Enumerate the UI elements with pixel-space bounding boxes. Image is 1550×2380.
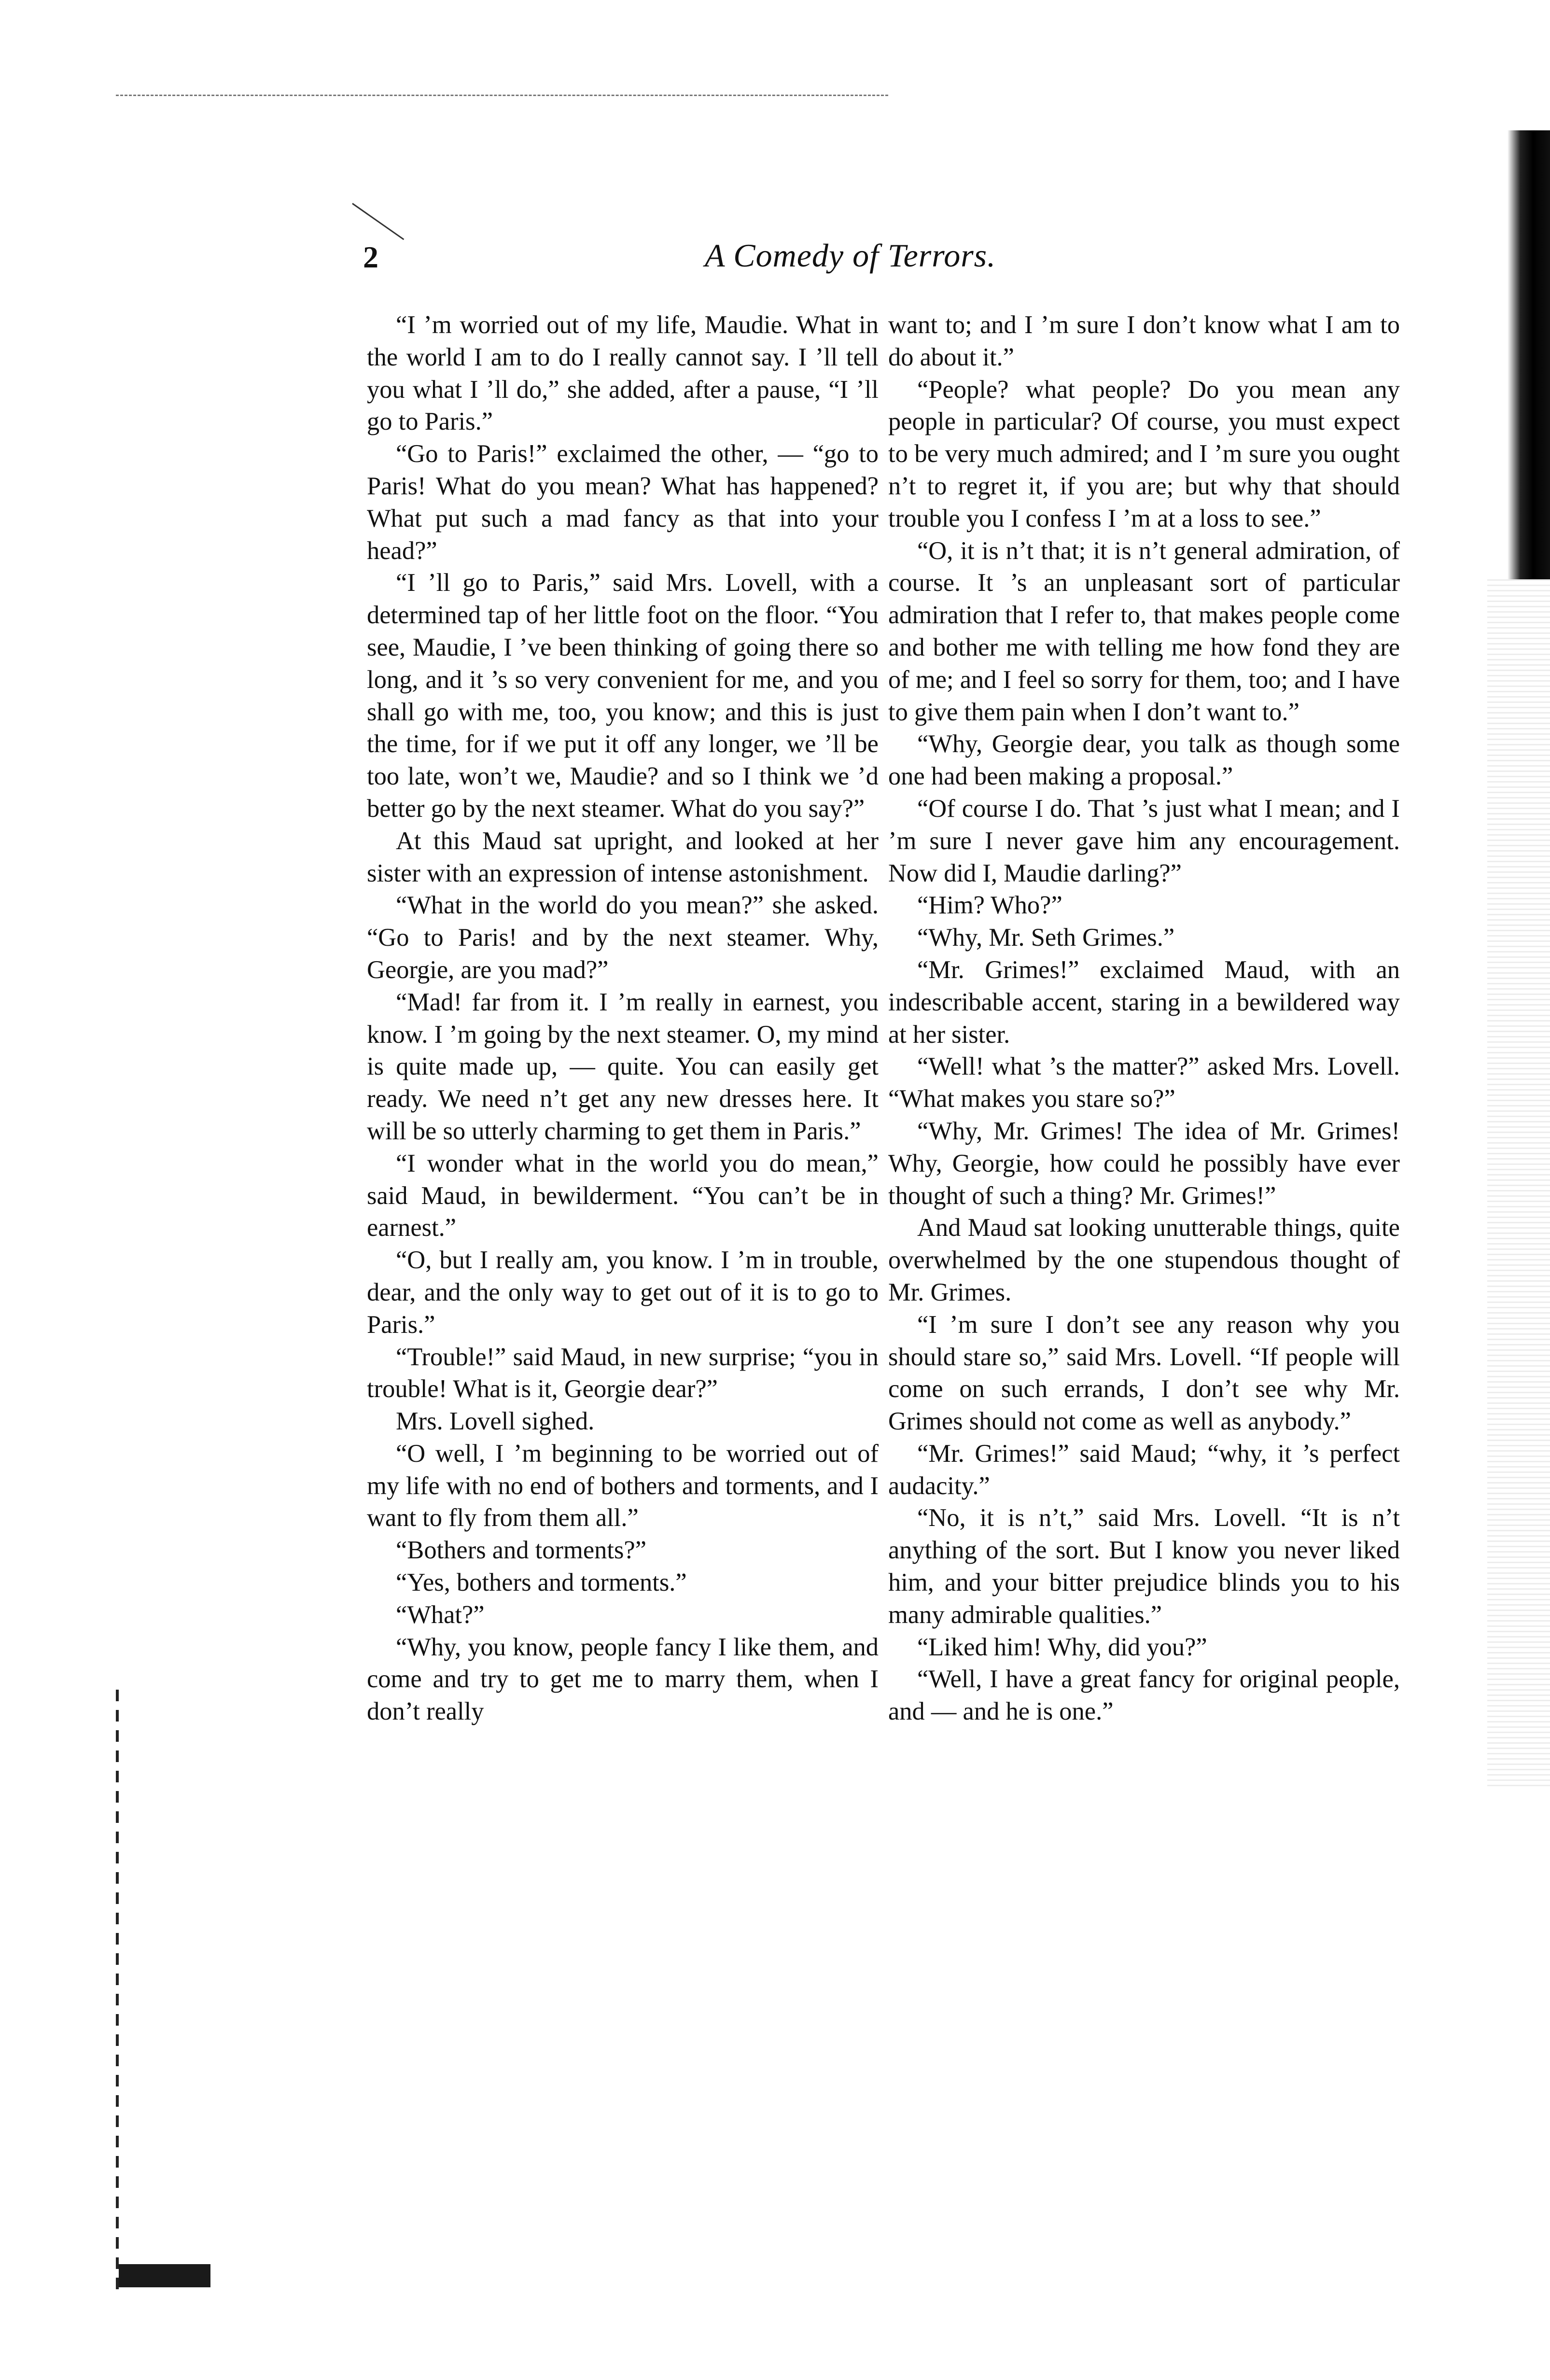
paragraph: “Liked him! Why, did you?”: [917, 1633, 1207, 1661]
scan-artifact-left-bar: [116, 1690, 119, 2293]
right-text-column: [888, 309, 1400, 1728]
scan-artifact-left-foot: [119, 2264, 210, 2287]
paragraph: “Mr. Grimes!” exclaimed Maud, with an indescribable accent, staring in a bewildered way at her sister.: [888, 955, 1400, 1049]
scan-artifact-corner-mark: [352, 203, 404, 240]
paragraph: “People? what people? Do you mean any people in particular? Of course, you must expect to be very much admired; and I ’m sure you ought n’t to regret it, if you are; but why that should trouble you I confess I ’m at a loss to see.”: [888, 375, 1400, 532]
paragraph: “I wonder what in the world you do mean,” said Maud, in bewilderment. “You can’t be in earnest.”: [367, 1149, 879, 1242]
paragraph: “O well, I ’m beginning to be worried out of my life with no end of bothers and torments, and I want to fly from them all.”: [367, 1439, 879, 1532]
paragraph: “I ’m sure I don’t see any reason why you should stare so,” said Mrs. Lovell. “If people will come on such errands, I don’t see why Mr. Grimes should not come as well as anybody.”: [888, 1310, 1400, 1436]
paragraph: “Why, Georgie dear, you talk as though some one had been making a proposal.”: [888, 730, 1400, 791]
paragraph: “O, but I really am, you know. I ’m in trouble, dear, and the only way to get out of it is to go to Paris.”: [367, 1246, 879, 1339]
paragraph: “What in the world do you mean?” she asked. “Go to Paris! and by the next steamer. Why, Georgie, are you mad?”: [367, 891, 879, 984]
paragraph: “I ’m worried out of my life, Maudie. What in the world I am to do I really cannot say. I ’ll tell you what I ’ll do,” she added, after a pause, “I ’ll go to Paris.”: [367, 311, 879, 436]
paragraph: “Why, Mr. Seth Grimes.”: [917, 924, 1175, 952]
paragraph: “Well, I have a great fancy for original people, and — and he is one.”: [888, 1665, 1400, 1726]
paragraph: And Maud sat looking unutterable things, quite overwhelmed by the one stupendous thought of Mr. Grimes.: [888, 1214, 1400, 1306]
paragraph: “Why, you know, people fancy I like them, and come and try to get me to marry them, when I don’t really: [367, 1633, 879, 1726]
paragraph: “Mad! far from it. I ’m really in earnest, you know. I ’m going by the next steamer. O, my mind is quite made up, — quite. You can easily get ready. We need n’t get any new dresses here. It will be so utterly charming to get them in Paris.”: [367, 988, 879, 1145]
paragraph: “Trouble!” said Maud, in new surprise; “you in trouble! What is it, Georgie dear?”: [367, 1343, 879, 1403]
paragraph: “Why, Mr. Grimes! The idea of Mr. Grimes! Why, Georgie, how could he possibly have ever thought of such a thing? Mr. Grimes!”: [888, 1117, 1400, 1210]
paragraph: “Bothers and torments?”: [396, 1536, 647, 1565]
paragraph: “What?”: [396, 1600, 485, 1629]
left-text-column: [367, 309, 879, 1728]
scan-artifact-right-edge: [1508, 130, 1550, 579]
paragraph: “Of course I do. That ’s just what I mean; and I ’m sure I never gave him any encouragement. Now did I, Maudie darling?”: [888, 794, 1400, 887]
paragraph: At this Maud sat upright, and looked at her sister with an expression of intense astonishment.: [367, 826, 879, 887]
paragraph: “Well! what ’s the matter?” asked Mrs. Lovell. “What makes you stare so?”: [888, 1052, 1400, 1113]
paragraph: “No, it is n’t,” said Mrs. Lovell. “It is n’t anything of the sort. But I know you never liked him, and your bitter prejudice blinds you to his many admirable qualities.”: [888, 1504, 1400, 1629]
paragraph: “Him? Who?”: [917, 891, 1062, 920]
paragraph: “Go to Paris!” exclaimed the other, — “go to Paris! What do you mean? What has happened? What put such a mad fancy as that into your head?”: [367, 440, 879, 565]
paragraph: Mrs. Lovell sighed.: [396, 1407, 595, 1436]
paragraph: “Yes, bothers and torments.”: [396, 1568, 687, 1597]
paragraph: “Mr. Grimes!” said Maud; “why, it ’s perfect audacity.”: [888, 1439, 1400, 1500]
scan-artifact-top-line: [116, 95, 888, 96]
paragraph: “I ’ll go to Paris,” said Mrs. Lovell, with a determined tap of her little foot on the floor. “You see, Maudie, I ’ve been thinking of going there so long, and it ’s so very convenient for me, and you shall go with me, too, you know; and this is just the time, for if we put it off any longer, we ’ll be too late, won’t we, Maudie? and so I think we ’d better go by the next steamer. What do you say?”: [367, 569, 879, 823]
scan-artifact-right-speckle: [1487, 579, 1550, 1786]
paragraph: want to; and I ’m sure I don’t know what I am to do about it.”: [888, 311, 1400, 371]
running-title: A Comedy of Terrors.: [705, 237, 996, 274]
paragraph: “O, it is n’t that; it is n’t general admiration, of course. It ’s an unpleasant sort of particular admiration that I refer to, that makes people come and bother me with telling me how fond they are of me; and I feel so sorry for them, too; and I have to give them pain when I don’t want to.”: [888, 536, 1400, 726]
page-number: 2: [363, 240, 378, 274]
